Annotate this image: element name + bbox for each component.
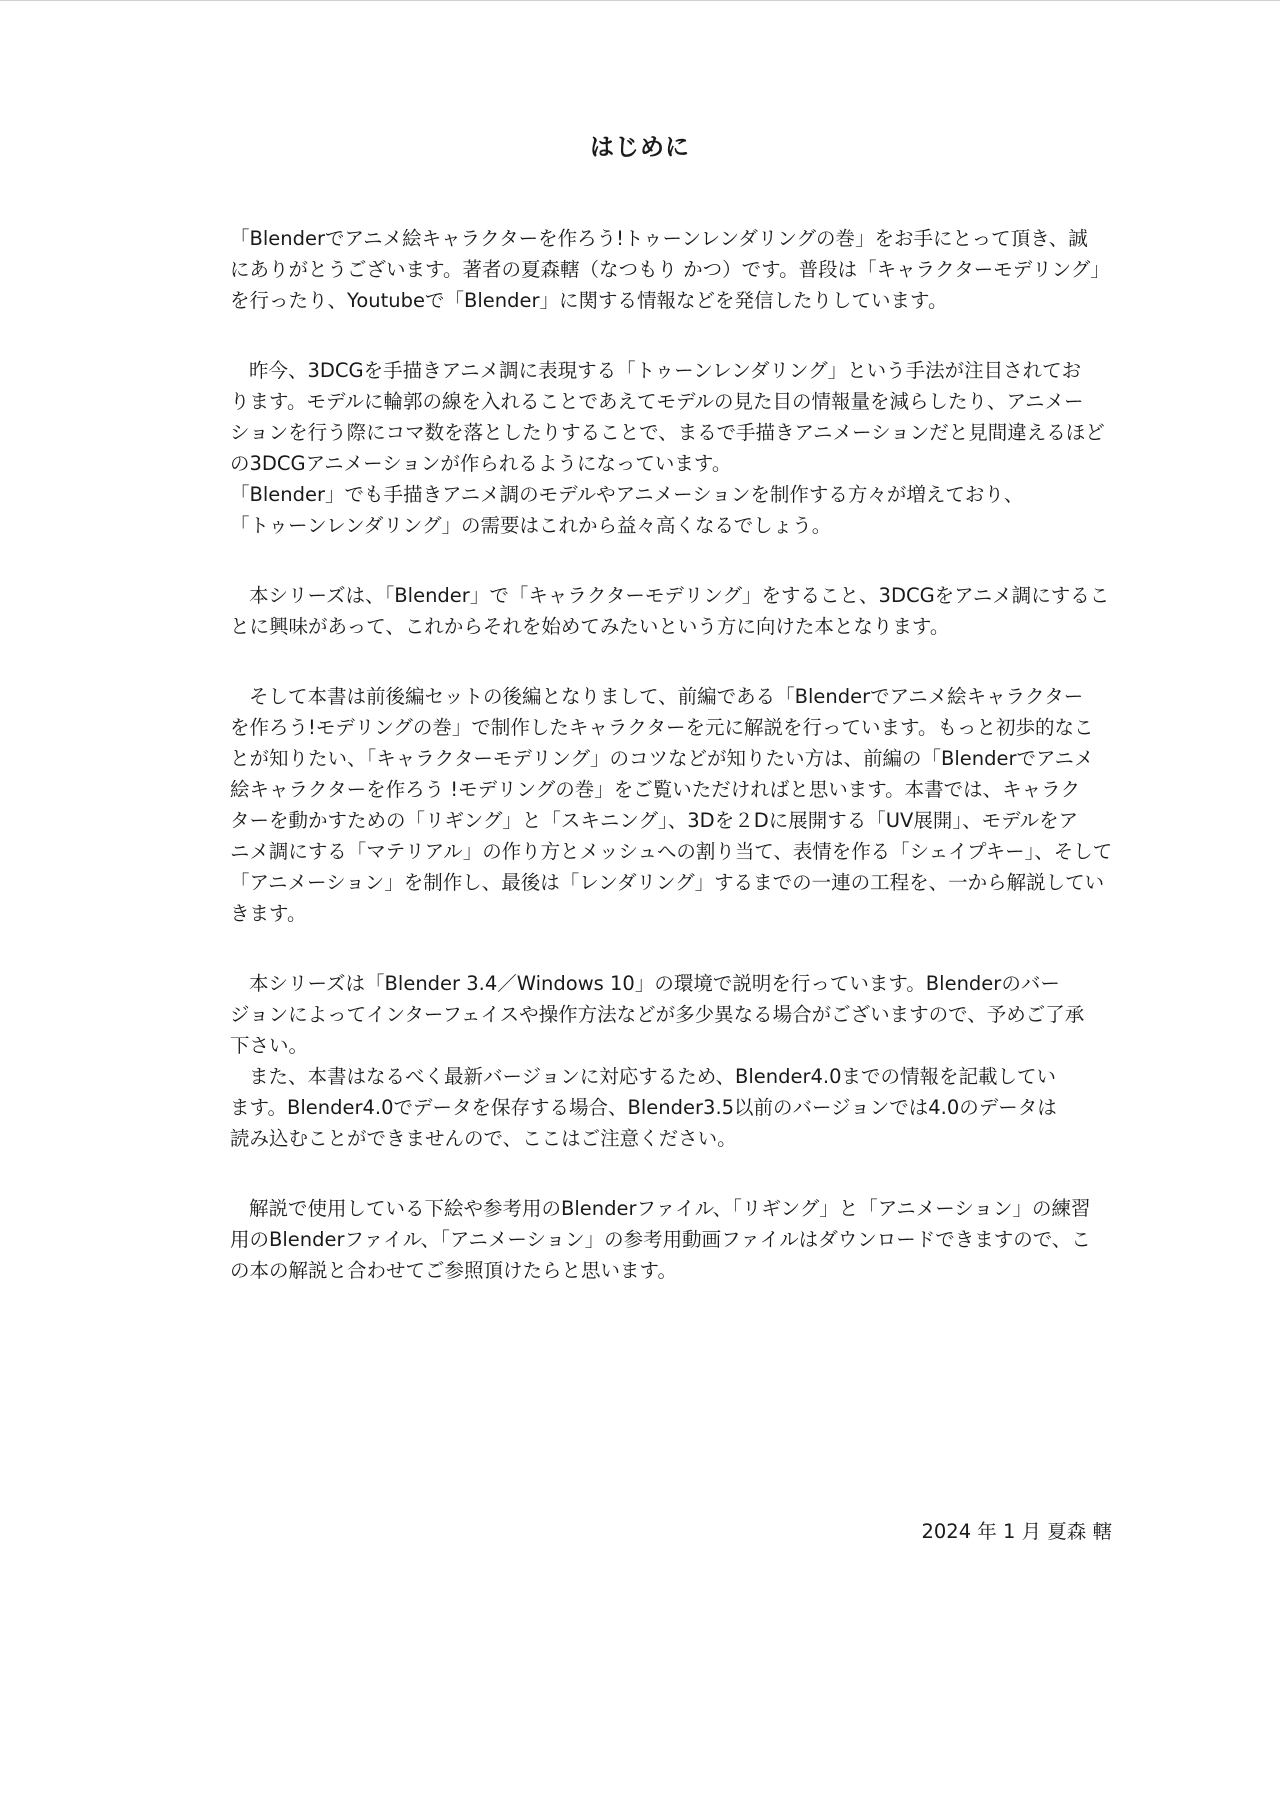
text-line: 解説で使用している下絵や参考用のBlenderファイル、「リギング」と「アニメーション」の練習 [249,1197,1091,1220]
paragraph [230,355,1112,541]
signature: 2024 年 1 月 夏森 轄 [921,1520,1112,1543]
text-line: を作ろう!モデリングの巻」で制作したキャラクターを元に解説を行っています。もっと初歩的なこ [230,716,1094,739]
text-line: ます。Blender4.0でデータを保存する場合、Blender3.5以前のバージョンでは4.0のデータは [230,1096,1057,1119]
text-line: 昨今、3DCGを手描きアニメ調に表現する「トゥーンレンダリング」という手法が注目されてお [249,359,1082,382]
text-line: そして本書は前後編セットの後編となりまして、前編である「Blenderでアニメ絵キャラクター [249,685,1084,708]
paragraph [230,580,1112,642]
text-line: 下さい。 [230,1034,309,1057]
paragraph [230,223,1112,316]
text-line: 「アニメーション」を制作し、最後は「レンダリング」するまでの一連の工程を、一から解説してい [230,871,1105,894]
text-line: ります。モデルに輪郭の線を入れることであえてモデルの見た目の情報量を減らしたり、アニメー [230,390,1084,413]
text-line: 本シリーズは、「Blender」で「キャラクターモデリング」をすること、3DCGをアニメ調にするこ [249,584,1110,607]
page-title: はじめに [590,133,690,161]
text-line: とが知りたい、「キャラクターモデリング」のコツなどが知りたい方は、前編の「Blenderでアニメ [230,747,1094,770]
text-line: を行ったり、Youtubeで「Blender」に関する情報などを発信したりしています。 [230,289,948,312]
text-line: にありがとうございます。著者の夏森轄（なつもり かつ）です。普段は「キャラクターモデリング」 [230,258,1110,281]
text-line: の3DCGアニメーションが作られるようになっています。 [230,452,732,475]
text-line: とに興味があって、これからそれを始めてみたいという方に向けた本となります。 [230,615,950,638]
text-line: きます。 [230,902,307,925]
text-line: ニメ調にする「マテリアル」の作り方とメッシュへの割り当て、表情を作る「シェイプキー」、そして [230,840,1113,863]
text-line: 読み込むことができませんので、ここはご注意ください。 [230,1127,737,1150]
text-line: ジョンによってインターフェイスや操作方法などが多少異なる場合がございますので、予めご了承 [230,1003,1085,1026]
text-line: 本シリーズは「Blender 3.4／Windows 10」の環境で説明を行っています。Blenderのバー [249,972,1060,995]
text-line: ターを動かすための「リギング」と「スキニング」、3Dを２Dに展開する「UV展開」、モデルをア [230,809,1079,832]
paragraph [230,1193,1112,1286]
body-text [230,223,1112,1325]
text-line: の本の解説と合わせてご参照頂けたらと思います。 [230,1259,677,1282]
text-line: ションを行う際にコマ数を落としたりすることで、まるで手描きアニメーションだと見間違えるほど [230,421,1105,444]
text-line: 「トゥーンレンダリング」の需要はこれから益々高くなるでしょう。 [230,514,832,537]
text-line: 「Blender」でも手描きアニメ調のモデルやアニメーションを制作する方々が増えており、 [230,483,1024,506]
paragraph [230,681,1112,929]
text-line: また、本書はなるべく最新バージョンに対応するため、Blender4.0までの情報を記載してい [249,1065,1056,1088]
paragraph [230,968,1112,1154]
text-line: 絵キャラクターを作ろう !モデリングの巻」をご覧いただければと思います。本書では、キャラク [230,778,1081,801]
text-line: 用のBlenderファイル、「アニメーション」の参考用動画ファイルはダウンロードできますので、こ [230,1228,1091,1251]
text-line: 「Blenderでアニメ絵キャラクターを作ろう!トゥーンレンダリングの巻」をお手にとって頂き、誠 [230,227,1088,250]
